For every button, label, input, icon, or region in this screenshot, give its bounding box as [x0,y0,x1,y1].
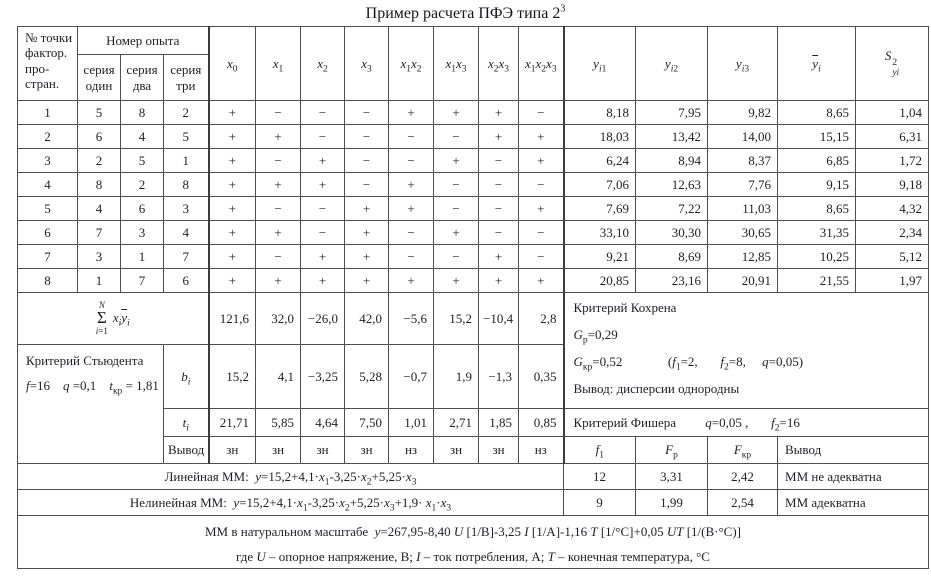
col-header-x3: $x_3$ [345,27,389,101]
table-cell: 3 [18,149,78,173]
table-cell: 2,8 [519,293,564,345]
table-cell: −26,0 [301,293,345,345]
table-cell: − [256,245,301,269]
table-cell: 8 [78,173,121,197]
table-cell: 7 [121,269,164,293]
table-cell: − [434,197,479,221]
table-cell: − [479,173,519,197]
table-row [18,125,929,149]
table-row [18,269,929,293]
nonlinear-mm-verdict: ММ адекватна [778,490,929,516]
table-cell: 3 [121,221,164,245]
table-cell: + [389,197,434,221]
linear-mm-verdict: ММ не адекватна [778,464,929,490]
table-cell: − [301,125,345,149]
col-header-ymean: $\overline{y}_i$ [778,27,856,101]
table-cell: 10,25 [778,245,856,269]
table-cell: + [209,149,256,173]
table-cell: 15,15 [778,125,856,149]
table-cell: − [389,149,434,173]
table-cell: − [301,197,345,221]
cochran-line: $G_{кр}=0,52$ ($f_1=2$, $f_2=8$, q=0,05) [573,354,804,373]
fisher-header-fp: $F_p$ [636,437,708,464]
cochran-line: $G_p=0,29$ [573,327,618,346]
table-row [18,149,929,173]
table-cell: 13,42 [636,125,708,149]
table-cell: + [519,125,564,149]
sum-expression: $x_i\overline{y}_i$ [112,310,130,330]
cochran-line: Вывод: дисперсии однородны [573,381,740,396]
table-row [18,173,929,197]
table-cell: 2,71 [434,409,479,437]
table-cell: 121,6 [209,293,256,345]
table-cell: −5,6 [389,293,434,345]
table-cell: 2,34 [856,221,929,245]
table-cell: 5,85 [256,409,301,437]
table-cell: − [301,101,345,125]
table-cell: 4 [164,221,209,245]
table-cell: + [209,125,256,149]
natural-mm-row [18,516,929,569]
sum-formula-cell [18,293,209,345]
student-criterion-cell [18,345,164,464]
table-cell: + [345,245,389,269]
col-header-yi2: $y_{i2}$ [636,27,708,101]
table-cell: 6,85 [778,149,856,173]
table-cell: 7 [164,245,209,269]
table-cell: 1 [18,101,78,125]
col-header-point: № точки фактор. про- стран. [18,27,78,101]
table-cell: + [389,173,434,197]
table-cell: + [256,125,301,149]
table-cell: − [519,221,564,245]
table-cell: 12 [564,464,636,490]
col-header-series-2: серия два [121,55,164,101]
table-cell: 7,69 [564,197,636,221]
table-cell: 4 [18,173,78,197]
table-cell: − [256,197,301,221]
table-cell: − [519,101,564,125]
table-cell: 6 [18,221,78,245]
table-cell: 9 [564,490,636,516]
table-cell: 4,64 [301,409,345,437]
table-cell: 2 [78,149,121,173]
table-cell: 30,30 [636,221,708,245]
table-cell: 12,63 [636,173,708,197]
table-cell: 1,04 [856,101,929,125]
col-header-yi3: $y_{i3}$ [708,27,778,101]
table-cell: зн [209,437,256,464]
col-header-experiment-number: Номер опыта [78,27,209,55]
table-cell: 9,82 [708,101,778,125]
table-cell: 8,65 [778,197,856,221]
fisher-criterion-title: Критерий Фишера q=0,05 , $f_2=16$ [564,409,929,437]
table-cell: 31,35 [778,221,856,245]
linear-mm-row [18,464,929,490]
table-cell: + [301,173,345,197]
table-cell: 2,42 [708,464,778,490]
table-cell: нз [519,437,564,464]
table-cell: 3,31 [636,464,708,490]
table-cell: 15,2 [434,293,479,345]
table-cell: −1,3 [479,345,519,409]
linear-mm-formula: Линейная ММ: $y=15,2+4,1\cdot x_1-3,25\cdot x_2+5,25\cdot x_3$ [18,464,564,490]
verdict-label-cell: Вывод [164,437,209,464]
table-cell: + [256,221,301,245]
table-cell: 8,18 [564,101,636,125]
table-cell: 7 [78,221,121,245]
col-header-series-3: серия три [164,55,209,101]
table-cell: + [209,269,256,293]
table-cell: − [345,149,389,173]
table-cell: 4,32 [856,197,929,221]
table-cell: − [389,245,434,269]
table-cell: 4 [78,197,121,221]
table-cell: 20,91 [708,269,778,293]
col-header-x1: $x_1$ [256,27,301,101]
table-cell: 6,31 [856,125,929,149]
col-header-x2x3: $x_2x_3$ [479,27,519,101]
pfe-calculation-table [17,26,929,569]
cochran-line: Критерий Кохрена [573,300,677,315]
table-cell: + [345,197,389,221]
table-cell: 1 [78,269,121,293]
table-cell: 9,21 [564,245,636,269]
table-cell: − [434,245,479,269]
table-cell: 14,00 [708,125,778,149]
table-cell: + [301,245,345,269]
table-cell: 1 [164,149,209,173]
table-cell: + [479,245,519,269]
table-cell: + [479,101,519,125]
table-cell: 7,06 [564,173,636,197]
table-cell: − [389,125,434,149]
fisher-header-f1: $f_1$ [564,437,636,464]
table-cell: + [209,173,256,197]
table-cell: 2,54 [708,490,778,516]
table-cell: зн [301,437,345,464]
nonlinear-mm-row [18,490,929,516]
table-cell: + [209,101,256,125]
table-cell: 8 [164,173,209,197]
table-cell: 8,37 [708,149,778,173]
table-cell: − [519,245,564,269]
student-params: f=16 q =0,1 $t_{кр} = 1,81$ [26,378,159,397]
table-cell: 6,24 [564,149,636,173]
table-cell: 8,69 [636,245,708,269]
table-cell: 23,16 [636,269,708,293]
table-cell: 1,9 [434,345,479,409]
table-cell: + [519,197,564,221]
table-cell: 8 [121,101,164,125]
table-cell: зн [434,437,479,464]
col-header-x2: $x_2$ [301,27,345,101]
student-title: Критерий Стьюдента [26,353,144,368]
natural-mm-legend: где U – опорное напряжение, В; I – ток потребления, А; T – конечная температура, °С [236,548,710,564]
table-cell: 33,10 [564,221,636,245]
table-cell: 2 [18,125,78,149]
table-cell: + [301,269,345,293]
table-cell: 8 [18,269,78,293]
table-cell: 5 [121,149,164,173]
header-row-1 [18,27,929,55]
table-cell: 11,03 [708,197,778,221]
table-cell: 1,99 [636,490,708,516]
table-cell: 9,18 [856,173,929,197]
table-cell: − [389,221,434,245]
sigma-symbol: N Σ i=1 [95,300,108,336]
table-cell: 6 [78,125,121,149]
table-cell: −0,7 [389,345,434,409]
table-cell: нз [389,437,434,464]
table-row [18,197,929,221]
table-cell: − [479,197,519,221]
table-cell: 15,2 [209,345,256,409]
table-cell: + [209,197,256,221]
table-cell: 4,1 [256,345,301,409]
t-label-cell: $t_i$ [164,409,209,437]
fisher-header-fkr: $F_{кр}$ [708,437,778,464]
table-cell: 2 [121,173,164,197]
table-cell: − [345,101,389,125]
table-cell: −3,25 [301,345,345,409]
table-cell: 5 [18,197,78,221]
table-row [18,221,929,245]
table-cell: + [345,269,389,293]
table-cell: 30,65 [708,221,778,245]
table-cell: + [519,269,564,293]
table-cell: − [256,101,301,125]
table-cell: + [434,101,479,125]
table-cell: 5,12 [856,245,929,269]
table-cell: 5,28 [345,345,389,409]
table-cell: 7,50 [345,409,389,437]
table-cell: 1 [121,245,164,269]
table-cell: 7,95 [636,101,708,125]
table-cell: + [479,125,519,149]
table-cell: 1,72 [856,149,929,173]
cochran-criterion-cell [564,293,929,409]
table-cell: 4 [121,125,164,149]
table-cell: 21,71 [209,409,256,437]
fisher-header-verdict: Вывод [778,437,929,464]
table-cell: 5 [78,101,121,125]
sum-row [18,293,929,345]
col-header-x1x3: $x_1x_3$ [434,27,479,101]
table-cell: − [434,173,479,197]
table-cell: 6 [121,197,164,221]
table-cell: зн [479,437,519,464]
table-cell: 20,85 [564,269,636,293]
table-cell: + [256,269,301,293]
table-cell: 1,85 [479,409,519,437]
table-cell: − [345,173,389,197]
table-cell: 42,0 [345,293,389,345]
table-cell: 21,55 [778,269,856,293]
table-cell: зн [345,437,389,464]
table-cell: 7 [18,245,78,269]
table-cell: + [434,221,479,245]
table-cell: − [434,125,479,149]
table-cell: − [345,125,389,149]
table-cell: + [434,269,479,293]
table-cell: 3 [78,245,121,269]
table-cell: 7,22 [636,197,708,221]
table-cell: − [479,149,519,173]
col-header-variance: S 2 yi [856,27,929,101]
table-cell: + [389,269,434,293]
table-cell: 6 [164,269,209,293]
table-cell: 12,85 [708,245,778,269]
table-cell: 3 [164,197,209,221]
table-cell: 5 [164,125,209,149]
table-cell: + [209,245,256,269]
table-cell: + [479,269,519,293]
table-cell: 0,35 [519,345,564,409]
table-cell: + [209,221,256,245]
col-header-x1x2x3: $x_1x_2x_3$ [519,27,564,101]
table-cell: 1,97 [856,269,929,293]
table-cell: − [256,149,301,173]
col-header-x0: $x_0$ [209,27,256,101]
table-cell: + [345,221,389,245]
table-cell: − [301,221,345,245]
table-cell: 7,76 [708,173,778,197]
table-row [18,245,929,269]
nonlinear-mm-formula: Нелинейная ММ: $y=15,2+4,1\cdot x_1-3,25\cdot x_2+5,25\cdot x_3+1,9\cdot x_1\cdot x_3$ [18,490,564,516]
col-header-x1x2: $x_1x_2$ [389,27,434,101]
table-row [18,101,929,125]
page-title: Пример расчета ПФЭ типа $2^3$ [365,3,566,22]
table-cell: 0,85 [519,409,564,437]
table-cell: − [519,173,564,197]
table-cell: −10,4 [479,293,519,345]
table-cell: + [389,101,434,125]
table-cell: 1,01 [389,409,434,437]
table-cell: + [301,149,345,173]
table-cell: зн [256,437,301,464]
table-cell: 2 [164,101,209,125]
col-header-series-1: серия один [78,55,121,101]
table-cell: 9,15 [778,173,856,197]
table-cell: 32,0 [256,293,301,345]
natural-mm-formula: ММ в натуральном масштабе y=267,95-8,40 U [1/В]-3,25 I [1/А]-1,16 T [1/°С]+0,05 UT [1/(В·°С)] [204,523,742,539]
table-cell: 18,03 [564,125,636,149]
table-cell: + [434,149,479,173]
table-cell: + [256,173,301,197]
table-cell: 8,94 [636,149,708,173]
col-header-yi1: $y_{i1}$ [564,27,636,101]
table-cell: + [519,149,564,173]
table-cell: 8,65 [778,101,856,125]
natural-mm-cell [18,516,929,569]
table-cell: − [479,221,519,245]
b-label-cell: $b_i$ [164,345,209,409]
